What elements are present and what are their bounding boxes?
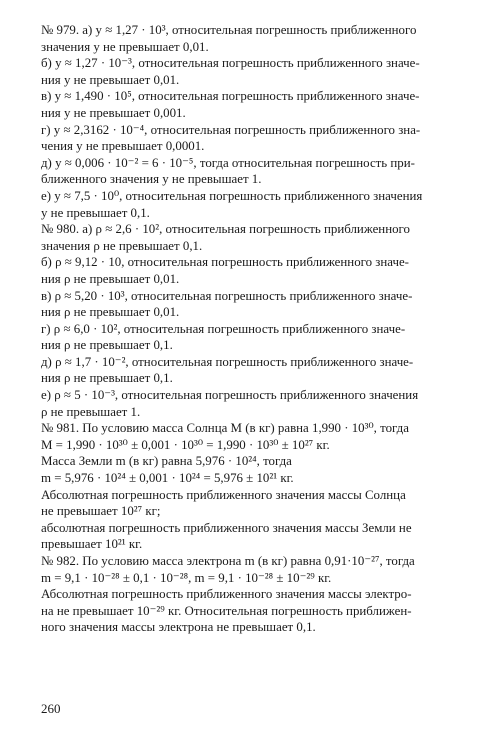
text-line: № 981. По условию масса Солнца M (в кг) равна 1,990 · 10³⁰, тогда — [41, 421, 409, 436]
text-line: ния ρ не превышает 0,01. — [41, 271, 180, 286]
page-number: 260 — [41, 701, 61, 716]
text-line: Абсолютная погрешность приближенного значения массы электро- — [41, 587, 412, 602]
text-line: чения y не превышает 0,0001. — [41, 139, 205, 154]
text-line: m = 9,1 · 10⁻²⁸ ± 0,1 · 10⁻²⁸, m = 9,1 · 10⁻²⁸ ± 10⁻²⁹ кг. — [41, 570, 332, 585]
text-line: Абсолютная погрешность приближенного значения массы Солнца — [41, 487, 406, 502]
text-line: на не превышает 10⁻²⁹ кг. Относительная погрешность приближен- — [41, 603, 412, 618]
text-line: б) ρ ≈ 9,12 · 10, относительная погрешность приближенного значе- — [41, 255, 409, 270]
text-line: № 982. По условию масса электрона m (в кг) равна 0,91·10⁻²⁷, тогда — [41, 554, 415, 568]
text-line: превышает 10²¹ кг. — [41, 537, 143, 552]
text-line: ния ρ не превышает 0,1. — [41, 338, 173, 353]
text-line: значения y не превышает 0,01. — [41, 39, 209, 54]
text-line: ния ρ не превышает 0,1. — [41, 371, 173, 386]
text-line: абсолютная погрешность приближенного значения массы Земли не — [41, 520, 412, 535]
text-line: ρ не превышает 1. — [41, 404, 141, 419]
text-line: y не превышает 0,1. — [41, 205, 150, 220]
text-line: m = 5,976 · 10²⁴ ± 0,001 · 10²⁴ = 5,976 ± 10²¹ кг. — [41, 471, 294, 486]
text-line: ния y не превышает 0,01. — [41, 72, 180, 87]
page-text — [41, 22, 469, 636]
text-line: M = 1,990 · 10³⁰ ± 0,001 · 10³⁰ = 1,990 · 10³⁰ ± 10²⁷ кг. — [41, 437, 330, 452]
text-line: д) y ≈ 0,006 · 10⁻² = 6 · 10⁻⁵, тогда относительная погрешность при- — [41, 155, 415, 170]
text-line: № 979. а) y ≈ 1,27 · 10³, относительная погрешность приближенного — [41, 23, 417, 37]
text-line: е) y ≈ 7,5 · 10⁰, относительная погрешность приближенного значения — [41, 188, 423, 203]
text-line: не превышает 10²⁷ кг; — [41, 504, 161, 519]
text-line: в) ρ ≈ 5,20 · 10³, относительная погрешность приближенного значе- — [41, 288, 413, 303]
text-line: Масса Земли m (в кг) равна 5,976 · 10²⁴, тогда — [41, 454, 292, 469]
text-line: значения ρ не превышает 0,1. — [41, 238, 203, 253]
text-line: г) ρ ≈ 6,0 · 10², относительная погрешность приближенного значе- — [41, 321, 406, 336]
text-line: е) ρ ≈ 5 · 10⁻³, относительная погрешность приближенного значения — [41, 388, 419, 403]
text-line: ния ρ не превышает 0,01. — [41, 305, 180, 320]
text-line: д) ρ ≈ 1,7 · 10⁻², относительная погрешность приближенного значе- — [41, 354, 414, 369]
text-line: ближенного значения y не превышает 1. — [41, 172, 262, 187]
text-line: б) y ≈ 1,27 · 10⁻³, относительная погрешность приближенного значе- — [41, 56, 420, 71]
text-line: г) y ≈ 2,3162 · 10⁻⁴, относительная погрешность приближенного зна- — [41, 122, 421, 137]
text-line: ного значения массы электрона не превышает 0,1. — [41, 620, 316, 635]
text-line: № 980. а) ρ ≈ 2,6 · 10², относительная погрешность приближенного — [41, 222, 410, 237]
text-line: в) y ≈ 1,490 · 10⁵, относительная погрешность приближенного значе- — [41, 89, 420, 104]
text-line: ния y не превышает 0,001. — [41, 105, 186, 120]
